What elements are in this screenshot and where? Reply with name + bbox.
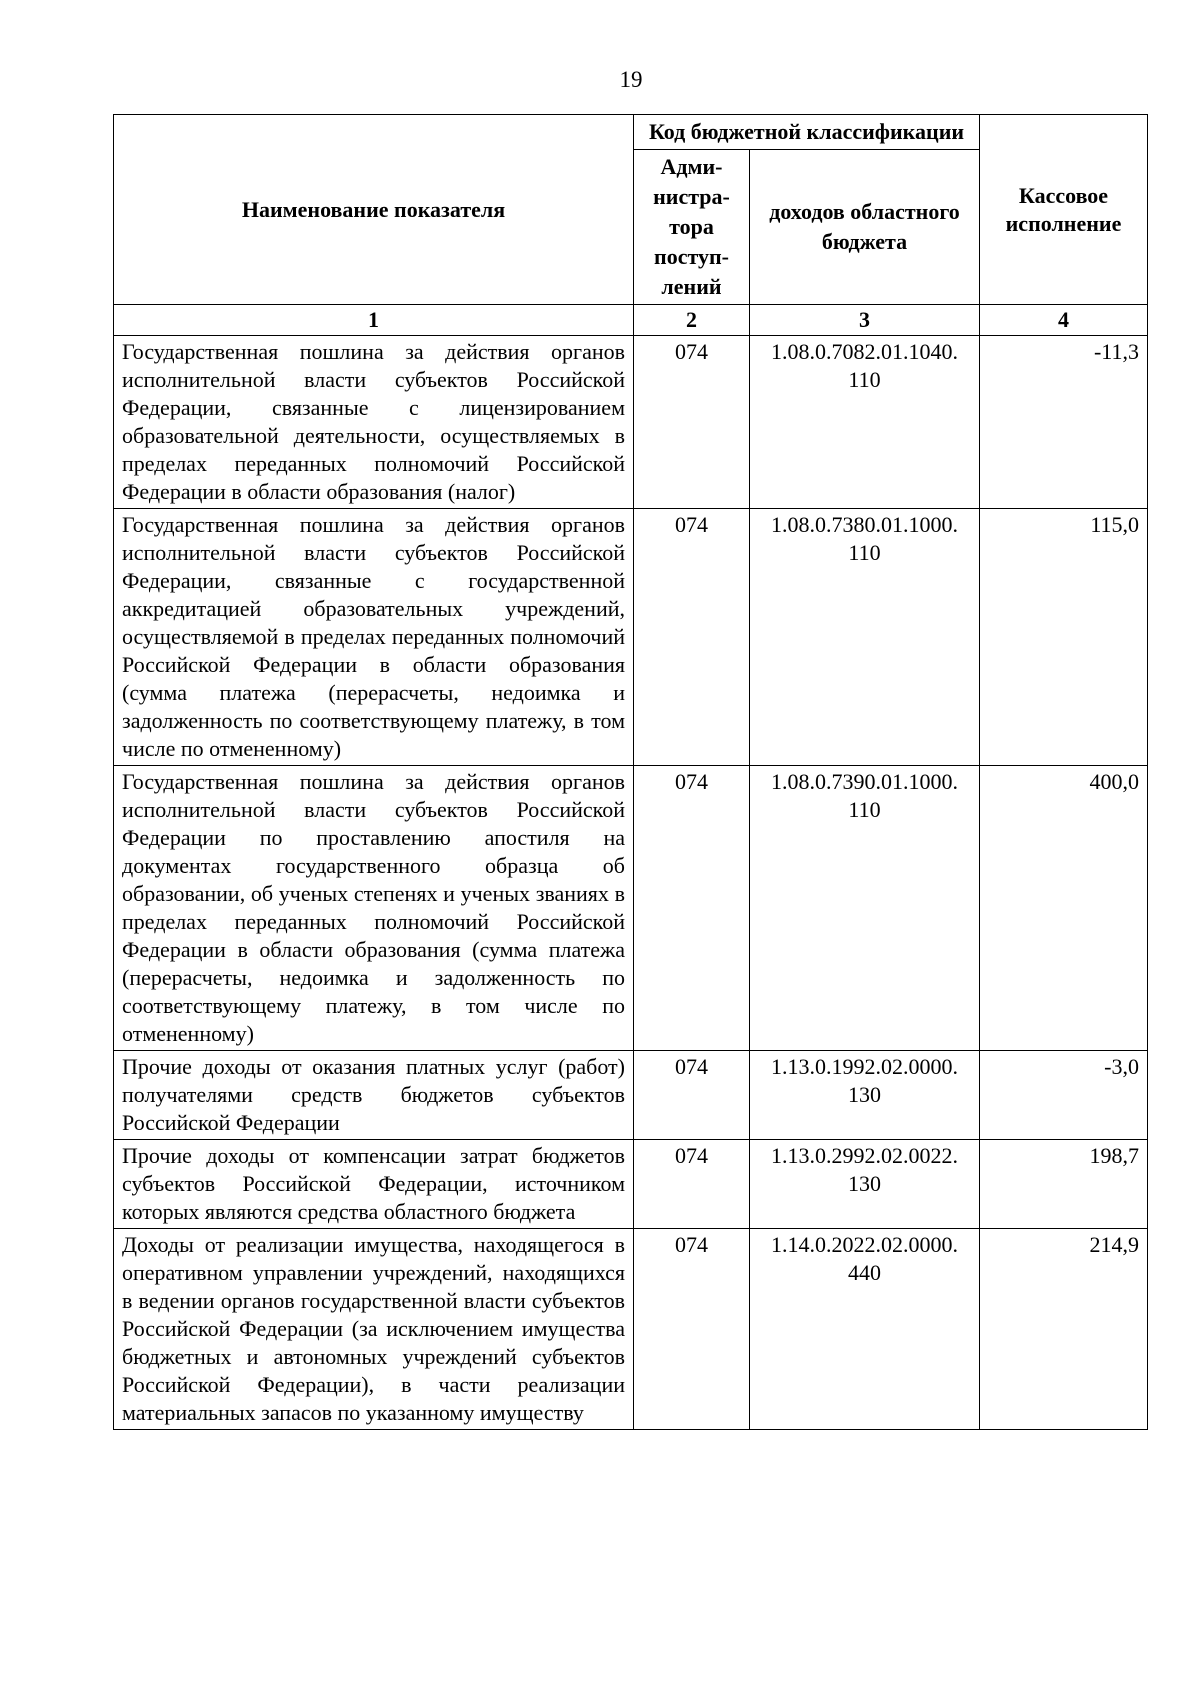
execution-amount: 400,0 (980, 766, 1148, 1051)
execution-amount: 115,0 (980, 509, 1148, 766)
budget-code-line: 110 (848, 367, 881, 392)
budget-code-line: 110 (848, 797, 881, 822)
header-row-1 (114, 115, 1148, 150)
table-row (114, 336, 1148, 509)
budget-code (750, 1140, 980, 1229)
execution-amount: -3,0 (980, 1051, 1148, 1140)
header-name: Наименование показателя (114, 115, 634, 305)
column-number: 1 (114, 305, 634, 336)
header-execution: Кассовое исполнение (980, 115, 1148, 305)
budget-code-line: 1.14.0.2022.02.0000. (771, 1232, 958, 1257)
administrator-code: 074 (634, 766, 750, 1051)
indicator-name: Государственная пошлина за действия органов исполнительной власти субъектов Российской Федерации, связанные с государственной аккредитацией образовательных учреждений, осуществляемой в пределах переданных полномочий Российской Федерации в области образования (сумма платежа (перерасчеты, недоимка и задолженность по соответствующему платежу, в том числе по отмененному) (114, 509, 634, 766)
indicator-name: Доходы от реализации имущества, находящегося в оперативном управлении учреждений, находящихся в ведении органов государственной власти субъектов Российской Федерации (за исключением имущества бюджетных и автономных учреждений субъектов Российской Федерации), в части реализации материальных запасов по указанному имуществу (114, 1229, 634, 1430)
budget-code-line: 1.13.0.2992.02.0022. (771, 1143, 958, 1168)
budget-code (750, 1229, 980, 1430)
table-row (114, 1051, 1148, 1140)
page-number: 19 (619, 67, 643, 92)
table-row (114, 1229, 1148, 1430)
budget-code-line: 110 (848, 540, 881, 565)
budget-code-line: 1.08.0.7082.01.1040. (771, 339, 958, 364)
header-administrator: Адми-нистра-тора поступ-лений (634, 150, 750, 305)
budget-code-line: 1.08.0.7390.01.1000. (771, 769, 958, 794)
execution-amount: 214,9 (980, 1229, 1148, 1430)
administrator-code: 074 (634, 1140, 750, 1229)
indicator-name: Прочие доходы от компенсации затрат бюджетов субъектов Российской Федерации, источником которых являются средства областного бюджета (114, 1140, 634, 1229)
budget-code (750, 766, 980, 1051)
budget-code-line: 130 (848, 1171, 881, 1196)
administrator-code: 074 (634, 509, 750, 766)
column-number: 2 (634, 305, 750, 336)
table-row (114, 509, 1148, 766)
administrator-code: 074 (634, 1051, 750, 1140)
column-number: 3 (750, 305, 980, 336)
budget-code-line: 1.13.0.1992.02.0000. (771, 1054, 958, 1079)
administrator-code: 074 (634, 336, 750, 509)
indicator-name: Государственная пошлина за действия органов исполнительной власти субъектов Российской Федерации, связанные с лицензированием образовательной деятельности, осуществляемых в пределах переданных полномочий Российской Федерации в области образования (налог) (114, 336, 634, 509)
header-budget-code-group: Код бюджетной классификации (634, 115, 980, 150)
budget-code-line: 440 (848, 1260, 881, 1285)
column-number-row (114, 305, 1148, 336)
budget-code-line: 130 (848, 1082, 881, 1107)
indicator-name: Государственная пошлина за действия органов исполнительной власти субъектов Российской Федерации по проставлению апостиля на документах государственного образца об образовании, об ученых степенях и ученых званиях в пределах переданных полномочий Российской Федерации в области образования (сумма платежа (перерасчеты, недоимка и задолженность по соответствующему платежу, в том числе по отмененному) (114, 766, 634, 1051)
budget-code-line: 1.08.0.7380.01.1000. (771, 512, 958, 537)
indicator-name: Прочие доходы от оказания платных услуг (работ) получателями средств бюджетов субъектов Российской Федерации (114, 1051, 634, 1140)
administrator-code: 074 (634, 1229, 750, 1430)
table-row (114, 766, 1148, 1051)
budget-code (750, 336, 980, 509)
revenue-table (113, 114, 1148, 1430)
execution-amount: 198,7 (980, 1140, 1148, 1229)
execution-amount: -11,3 (980, 336, 1148, 509)
budget-code (750, 509, 980, 766)
table-row (114, 1140, 1148, 1229)
budget-code (750, 1051, 980, 1140)
column-number: 4 (980, 305, 1148, 336)
header-income: доходов областного бюджета (750, 150, 980, 305)
